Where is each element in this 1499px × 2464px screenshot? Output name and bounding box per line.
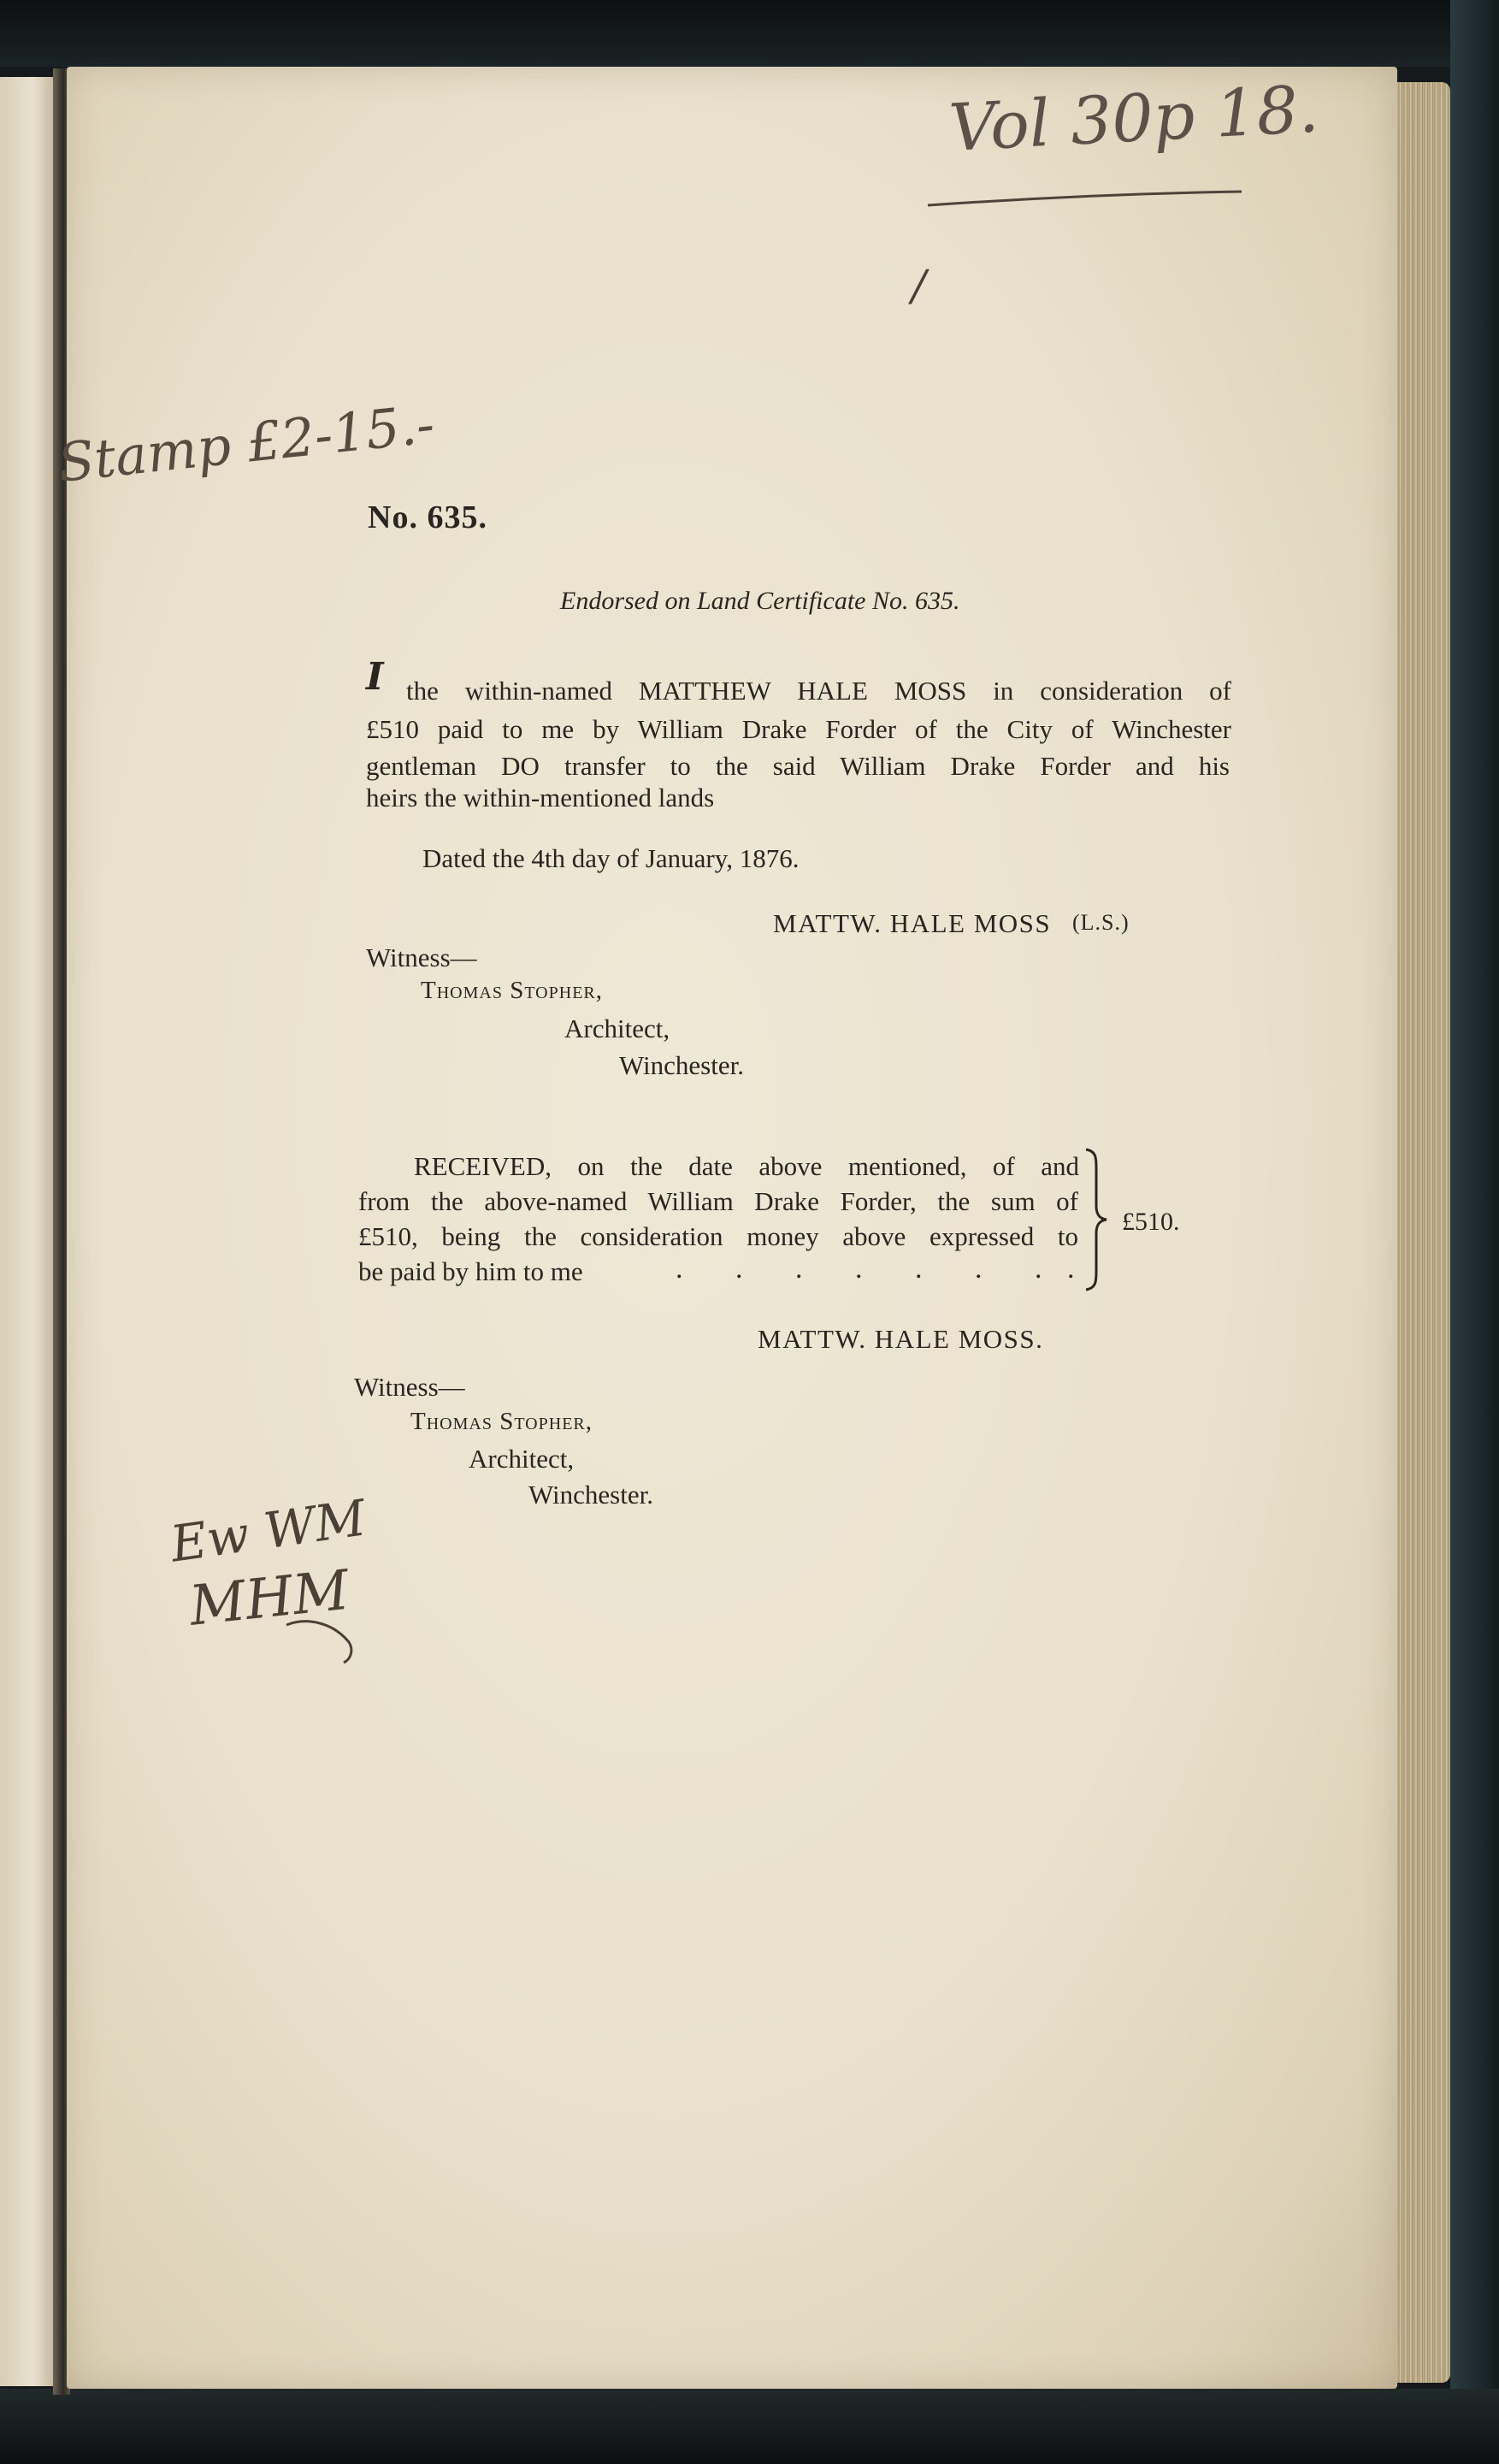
witness-2-place: Winchester.	[528, 1480, 653, 1510]
transfer-initial-letter: I	[366, 655, 384, 699]
page-stack-edges	[1397, 82, 1450, 2383]
seal-mark: (L.S.)	[1072, 910, 1130, 935]
stamp-duty-note-handwritten: Stamp £2-15.-	[55, 393, 438, 494]
leader-dot-6: .	[975, 1253, 983, 1285]
receipt-line-4: be paid by him to me	[358, 1256, 583, 1286]
volume-reference-handwritten: Vol 30p 18.	[947, 70, 1321, 166]
receipt-brace	[1083, 1146, 1112, 1293]
transfer-line-1: the within-named MATTHEW HALE MOSS in consideration of	[406, 676, 1231, 706]
leader-dot-5: .	[915, 1253, 923, 1285]
certificate-number: No. 635.	[368, 499, 487, 535]
leader-dot-8: .	[1067, 1253, 1075, 1285]
witness-1-label: Witness—	[366, 942, 477, 972]
witness-2-name: Thomas Stopher,	[410, 1408, 593, 1435]
leader-dot-1: .	[676, 1253, 683, 1285]
leader-dot-3: .	[795, 1253, 803, 1285]
book-binding-bottom	[0, 2389, 1499, 2464]
volume-reference-underline	[924, 180, 1248, 214]
leader-dot-2: .	[735, 1253, 743, 1285]
witness-1-place: Winchester.	[619, 1050, 744, 1080]
witness-2-occupation: Architect,	[469, 1444, 575, 1474]
receipt-line-3: £510, being the consideration money above expressed to	[358, 1221, 1078, 1251]
transfer-line-4: heirs the within-mentioned lands	[366, 783, 715, 812]
receipt-signature: MATTW. HALE MOSS.	[758, 1324, 1044, 1354]
endorsement-heading: Endorsed on Land Certificate No. 635.	[560, 587, 960, 615]
margin-initials-handwritten: Ew WM	[167, 1488, 369, 1574]
witness-1-occupation: Architect,	[564, 1013, 670, 1043]
dated-line: Dated the 4th day of January, 1876.	[422, 843, 800, 873]
facing-page-edge	[0, 77, 60, 2386]
witness-2-label: Witness—	[354, 1372, 465, 1402]
book-binding-right	[1450, 0, 1499, 2464]
leader-dot-4: .	[855, 1253, 863, 1285]
book-binding-top	[0, 0, 1499, 67]
receipt-line-1: RECEIVED, on the date above mentioned, of and	[414, 1151, 1079, 1181]
margin-signature-flourish	[282, 1608, 359, 1668]
transfer-line-3: gentleman DO transfer to the said William Drake Forder and his	[366, 751, 1230, 781]
receipt-amount: £510.	[1122, 1208, 1180, 1236]
margin-signature-handwritten: MHM	[186, 1558, 352, 1639]
witness-1-name: Thomas Stopher,	[421, 977, 604, 1004]
tick-mark-handwritten: /	[912, 261, 926, 310]
leader-dot-7: .	[1035, 1253, 1042, 1285]
transferor-signature: MATTW. HALE MOSS	[773, 908, 1052, 938]
transfer-line-2: £510 paid to me by William Drake Forder of the City of Winchester	[366, 714, 1231, 744]
receipt-line-2: from the above-named William Drake Forder, the sum of	[358, 1186, 1078, 1216]
